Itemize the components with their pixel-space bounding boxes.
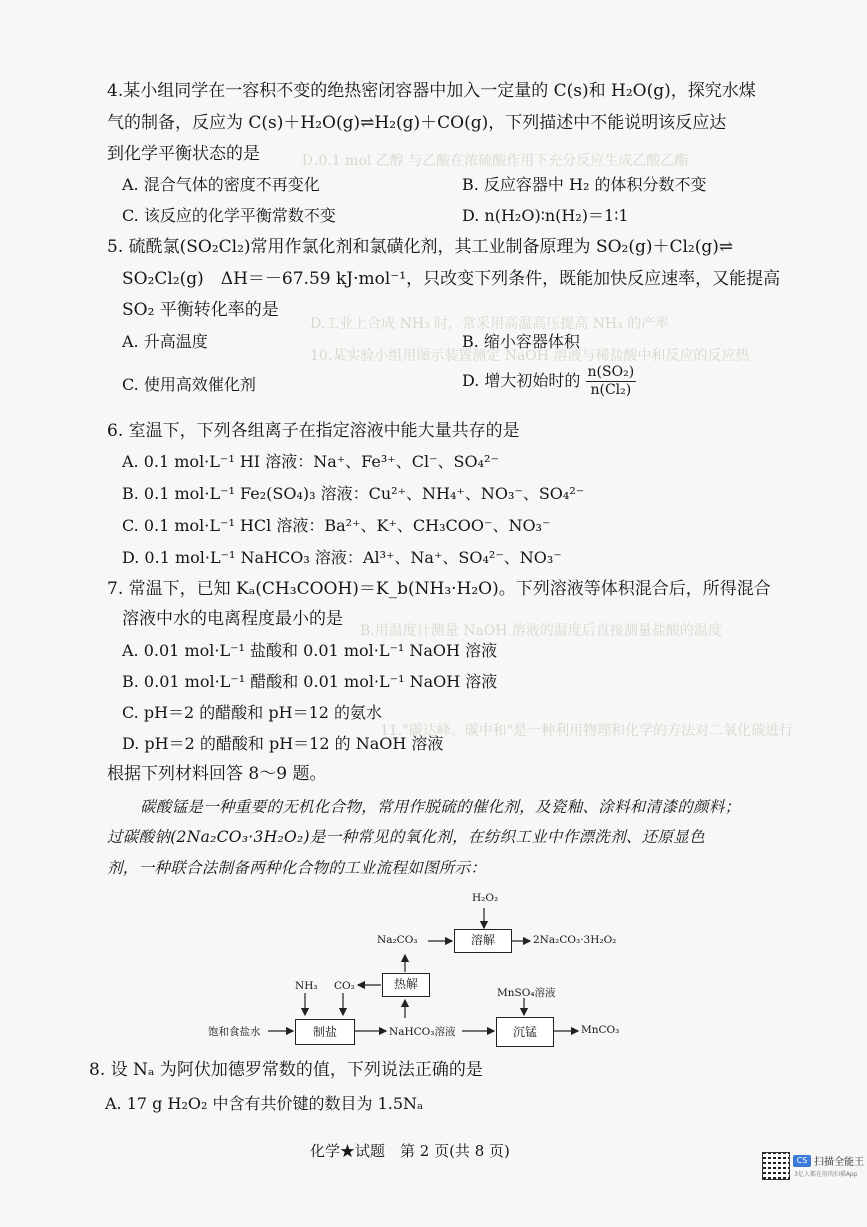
q4-stem-line2: 气的制备，反应为 C(s)＋H₂O(g)⇌H₂(g)＋CO(g)，下列描述中不能说明该反应达 <box>107 113 727 133</box>
q5-stem-line1: 5. 硫酰氯(SO₂Cl₂)常用作氯化剂和氯磺化剂，其工业制备原理为 SO₂(g)＋Cl₂(g)⇌ <box>107 237 734 257</box>
q5-option-a: A. 升高温度 <box>122 332 208 351</box>
q5-stem-line3: SO₂ 平衡转化率的是 <box>122 300 279 320</box>
q7-stem-line2: 溶液中水的电离程度最小的是 <box>122 609 343 629</box>
q5-option-d-fraction <box>586 364 637 399</box>
box-pyrolysis: 热解 <box>382 973 430 997</box>
q4-option-b: B. 反应容器中 H₂ 的体积分数不变 <box>462 175 707 194</box>
label-mnco3: MnCO₃ <box>581 1024 620 1036</box>
q4-option-d: D. n(H₂O)∶n(H₂)＝1∶1 <box>462 206 629 225</box>
fraction-numerator: n(SO₂) <box>587 364 635 380</box>
label-mnso4-solution: MnSO₄溶液 <box>497 987 556 999</box>
box-make-salt: 制盐 <box>295 1019 355 1045</box>
q4-option-a: A. 混合气体的密度不再变化 <box>122 175 320 194</box>
q4-stem-line3: 到化学平衡状态的是 <box>107 144 260 164</box>
label-nahco3-solution: NaHCO₃溶液 <box>389 1026 456 1038</box>
fraction-denominator: n(Cl₂) <box>590 382 632 398</box>
bleed-through-text: D.工业上合成 NH₃ 时，常采用高温高压提高 NH₃ 的产率 <box>310 316 670 332</box>
label-co2: CO₂ <box>334 980 355 992</box>
q6-option-b: B. 0.1 mol·L⁻¹ Fe₂(SO₄)₃ 溶液：Cu²⁺、NH₄⁺、NO₃⁻、SO₄²⁻ <box>122 484 585 503</box>
material-lead: 根据下列材料回答 8～9 题。 <box>107 764 327 784</box>
q6-option-a: A. 0.1 mol·L⁻¹ HI 溶液：Na⁺、Fe³⁺、Cl⁻、SO₄²⁻ <box>122 452 499 471</box>
label-saturated-brine: 饱和食盐水 <box>208 1026 261 1038</box>
q7-stem-line1: 7. 常温下，已知 Kₐ(CH₃COOH)＝K_b(NH₃·H₂O)。下列溶液等体积混合后，所得混合 <box>107 579 771 599</box>
q6-option-c: C. 0.1 mol·L⁻¹ HCl 溶液：Ba²⁺、K⁺、CH₃COO⁻、NO₃⁻ <box>122 516 551 535</box>
q8-stem: 8. 设 Nₐ 为阿伏加德罗常数的值，下列说法正确的是 <box>89 1060 483 1080</box>
material-paragraph-line3: 剂，一种联合法制备两种化合物的工业流程如图所示： <box>107 859 487 877</box>
q7-option-c: C. pH＝2 的醋酸和 pH＝12 的氨水 <box>122 703 383 722</box>
q5-option-c: C. 使用高效催化剂 <box>122 375 256 394</box>
q6-stem: 6. 室温下，下列各组离子在指定溶液中能大量共存的是 <box>107 421 520 441</box>
label-nh3: NH₃ <box>295 980 318 992</box>
q4-stem-line1: 4.某小组同学在一容积不变的绝热密闭容器中加入一定量的 C(s)和 H₂O(g)，探究水煤 <box>107 81 756 101</box>
watermark-subtitle: 3亿人都在用的扫描App <box>794 1171 858 1178</box>
q5-option-d-prefix: D. 增大初始时的 <box>462 371 581 390</box>
bleed-through-text: 10.某实验小组用图示装置测定 NaOH 溶液与稀盐酸中和反应的反应热 <box>310 348 750 364</box>
q4-option-c: C. 该反应的化学平衡常数不变 <box>122 206 336 225</box>
q7-option-d: D. pH＝2 的醋酸和 pH＝12 的 NaOH 溶液 <box>122 734 444 753</box>
bleed-through-text: 11."碳达峰、碳中和"是一种利用物理和化学的方法对二氧化碳进行 <box>380 723 794 739</box>
bleed-through-text: Ｄ.0.1 mol 乙醇 与乙酸在浓硫酸作用下充分反应生成乙酸乙酯 <box>300 153 689 169</box>
q7-option-a: A. 0.01 mol·L⁻¹ 盐酸和 0.01 mol·L⁻¹ NaOH 溶液 <box>122 641 498 660</box>
q8-option-a: A. 17 g H₂O₂ 中含有共价键的数目为 1.5Nₐ <box>105 1094 424 1113</box>
watermark-name: 扫描全能王 <box>814 1157 864 1168</box>
label-product-percarbonate: 2Na₂CO₃·3H₂O₂ <box>533 934 617 946</box>
camscanner-logo-icon: CS <box>793 1155 811 1167</box>
q5-option-b: B. 缩小容器体积 <box>462 332 580 351</box>
q5-stem-line2: SO₂Cl₂(g) ΔH＝－67.59 kJ·mol⁻¹，只改变下列条件，既能加快反应速率，又能提高 <box>122 269 781 289</box>
label-na2co3: Na₂CO₃ <box>377 934 418 946</box>
box-precipitate-mn: 沉锰 <box>496 1017 554 1047</box>
qr-code-icon <box>762 1152 790 1180</box>
page-footer: 化学★试题 第 2 页(共 8 页) <box>310 1142 510 1160</box>
label-h2o2: H₂O₂ <box>472 892 499 904</box>
q6-option-d: D. 0.1 mol·L⁻¹ NaHCO₃ 溶液：Al³⁺、Na⁺、SO₄²⁻、NO₃⁻ <box>122 548 562 567</box>
material-paragraph-line2: 过碳酸钠(2Na₂CO₃·3H₂O₂)是一种常见的氧化剂，在纺织工业中作漂洗剂、还原显色 <box>107 828 705 846</box>
material-paragraph-line1: 碳酸锰是一种重要的无机化合物，常用作脱硫的催化剂，及瓷釉、涂料和清漆的颜料； <box>140 798 741 816</box>
q7-option-b: B. 0.01 mol·L⁻¹ 醋酸和 0.01 mol·L⁻¹ NaOH 溶液 <box>122 672 498 691</box>
q5-option-d <box>462 364 636 399</box>
box-dissolve: 溶解 <box>454 929 512 953</box>
bleed-through-text: B.用温度计测量 NaOH 溶液的温度后直接测量盐酸的温度 <box>360 623 722 639</box>
